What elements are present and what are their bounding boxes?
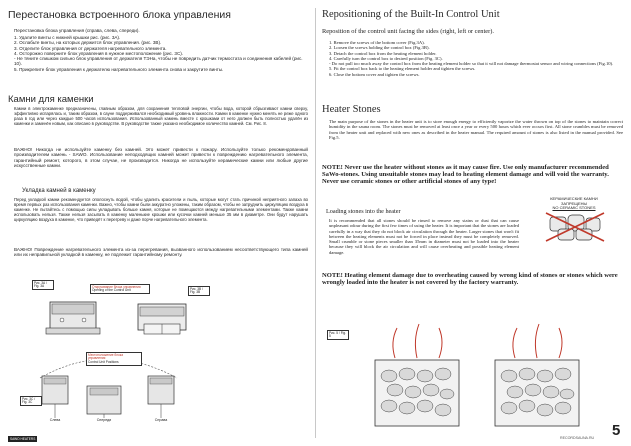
callout-positions-en: Control Unit Positions (88, 359, 119, 364)
right-note-2: NOTE! Heating element damage due to overheating caused by wrong kind of stones or stones which were wrongly loaded into the heater is not covered by the factory warranty. (322, 272, 618, 287)
fig3a-label: Рис. 3А / Fig. 3A (32, 280, 54, 290)
callout-opening (90, 284, 150, 294)
control-unit-illustration (12, 280, 312, 430)
control-unit-figure (12, 280, 312, 430)
ceramic-label-2: ЗАПРЕЩЕНЫ (560, 200, 588, 206)
right-loading-heading: Loading stones into the heater (326, 208, 401, 215)
ceramic-label-1: КЕРАМИЧЕСКИЕ КАМНИ (550, 196, 598, 201)
callout-positions-ru: Местоположение блока управления (88, 352, 124, 361)
fig3c-label: Рис. 3C / Fig. 3C (20, 396, 42, 406)
left-title: Перестановка встроенного блока управления (8, 9, 231, 21)
left-step: 5. Прикрепите блок управления к держателю нагревательного элемента снова и закрутите винты. (14, 66, 224, 72)
right-step: 3. Detach the control box from the heating element holder. (329, 50, 437, 56)
left-stones-heading: Камни для каменки (8, 94, 94, 105)
left-subtitle: Перестановка блока управления (справа, слева, спереди). (14, 28, 140, 33)
heater-drawing-top-left (46, 302, 100, 334)
callout-opening-en: Opening of the Control Unit (92, 288, 131, 293)
callout-positions (86, 352, 142, 366)
right-title: Repositioning of the Built-In Control Unit (322, 9, 500, 20)
left-laying-paragraph: Перед укладкой камни рекомендуется ополоснуть водой, чтобы удалить красители и пыль, которые могут стать причиной неприятного запаха во время первых раз использования каменки. Важно, чтобы камни были аккуратно уложены, таким образом, чтобы не затруднить циркуляцию воздуха в каменке. Не пытайтесь с помощью силы укладывать больше камня, которые не помещаются между нагревательными элементами. Также камни использовать нельзя. Также нельзя засыпать в каменку маленькие крошки или кусочки камней меньше 35 мм в диаметре. Они будут нарушать циркуляцию воздуха в каменке, что приведёт к перегреву и даже порче нагревательного элемента. (14, 197, 308, 222)
right-step: 4. Carefully turn the control box to desired position (Fig. 3C). (329, 55, 443, 61)
positions-drawing (40, 359, 177, 418)
right-loading-paragraph: It is recommended that all stones should be rinsed to remove any stains or dust that can cause unpleasant odour during the first few times of using the heater. It is important that the stones are loaded carefully in a way that they do not block air circulation through the heater. Larger stones that won't fit between the heating elements must not be forced in place instead they must be completely removed. Small crumble or stone pieces smaller than 35mm in diameter must not be loaded into the heater because they will block the air circulation and will cause overheating and possible heating element damage. (329, 218, 519, 255)
left-important-2: ВАЖНО! Повреждение нагревательного элемента из-за перегревания, вызванного использованием несоответствующего типа камней или их неправильной укладкой в каменку, не подлежит гарантийному ремонту. (14, 247, 308, 258)
left-laying-heading: Укладка камней в каменку (22, 188, 96, 194)
right-step: - Do not pull too much away the control box from the heating element holder so that it will not damage thermostat sensor and wiring connections (Fig.10). (329, 61, 614, 67)
left-steps-list (14, 35, 308, 72)
fig5-label: Рис. 5 / Fig. 5 (327, 330, 349, 340)
fig3b-label: Рис. 3B / Fig. 3B (188, 286, 210, 296)
right-stones-heading: Heater Stones (322, 104, 381, 115)
airflow-arrows (393, 324, 562, 358)
right-step: 5. Fit the control box back to the heating element holder and tighten the screws. (329, 66, 476, 72)
left-step: 2. Ослабьте винты, на которых держится блок управления. (рис. 3В). (14, 40, 162, 46)
footer-logo: SAWO HEATERS (10, 437, 36, 441)
heater-drawing-top-right (138, 304, 186, 334)
right-stones-paragraph: The main purpose of the stones in the heater unit is to store enough energy to efficiently vaporize the water thrown on top of the stones to maintain correct humidity in the sauna room. The stones must be removed at least once a year or every 500 hours which ever occurs first. All stone crumbles must be removed from the heater unit and replaced with new ones as described in the heater manual. The required amount of stones is also listed in the manual provided. See Fig.5. (329, 119, 623, 140)
footer-brand: RECORDSAUNA.RU (560, 436, 595, 440)
position-right-label: Справа (154, 418, 168, 422)
no-ceramic-stones-graphic (528, 197, 620, 249)
right-step: 2. Loosen the screws holding the control box (Fig.3B). (329, 45, 430, 51)
right-note-1: NOTE! Never use the heater without stones as it may cause fire. Use only manufacturer recommended SaWo-stones. Using unsuitable stones may lead to heating element damage and will void the warranty. Never use ceramic stones or other artificial stones of any type! (322, 164, 609, 186)
right-steps-list (329, 40, 623, 77)
callout-opening-ru: Откручивание блока управления (92, 284, 141, 289)
heater-cross-section-left (375, 360, 459, 426)
left-step: 1. Удалите винты с нижней крышки рис. (рис. 3А). (14, 35, 121, 40)
right-subtitle: Reposition of the control unit facing the sides (right, left or center). (322, 28, 494, 35)
left-step: 4. Осторожно поверните блок управления в нужное местоположение (рис. 3С). (14, 50, 184, 56)
left-step: 3. Отделите блок управления от держателя нагревательного элемента. (14, 45, 167, 51)
ceramic-stones-icon (528, 211, 620, 243)
left-important-1: ВАЖНО! Никогда не используйте каменку без камней. Это может привести к пожару. Используйте только рекомендованный производителем камень - SAWO. Использование неподходящих камней может привести к повреждению нагревательного элемента, гарантийный ремонт, которого, в этом случае, не производится. Никогда не используйте керамические камни или любые другие искусственные камни. (14, 147, 308, 168)
ceramic-label-3: NO CERAMIC STONES (552, 205, 596, 211)
position-left-label: Слева (49, 418, 61, 422)
column-divider (315, 8, 316, 438)
heater-stones-illustration (345, 318, 607, 436)
left-stones-paragraph: Камни в электрокаменке предназначены, главным образом, для сохранения тепловой энергии, чтобы вода, которой сбрызгивают камни сверху, эффективно испарялась и, таким образом, в сауне поддерживался необходимый уровень влажности. Камни в каменке нужно менять не реже одного раза в год или через каждые 500 часов использования. Использованный камень вместе с крошками от него должен быть полностью удалён из каменки и заменён новым, как описано в руководстве. В руководстве также указано необходимое количество камней. См. Рис. 8. (14, 106, 308, 126)
page-number: 5 (612, 422, 621, 439)
right-step: 1. Remove the screws of the bottom cover (Fig.3A). (329, 40, 425, 45)
position-front-label: Спереди (96, 418, 112, 422)
left-step: - Не тяните слишком сильно блок управления от держателя ТЭНа, чтобы не повредить датчик термостата и соединения кабелей (рис. 10). (14, 56, 303, 67)
right-step: 6. Close the bottom cover and tighten the screws. (329, 71, 420, 77)
heater-cross-section-right (495, 360, 579, 426)
